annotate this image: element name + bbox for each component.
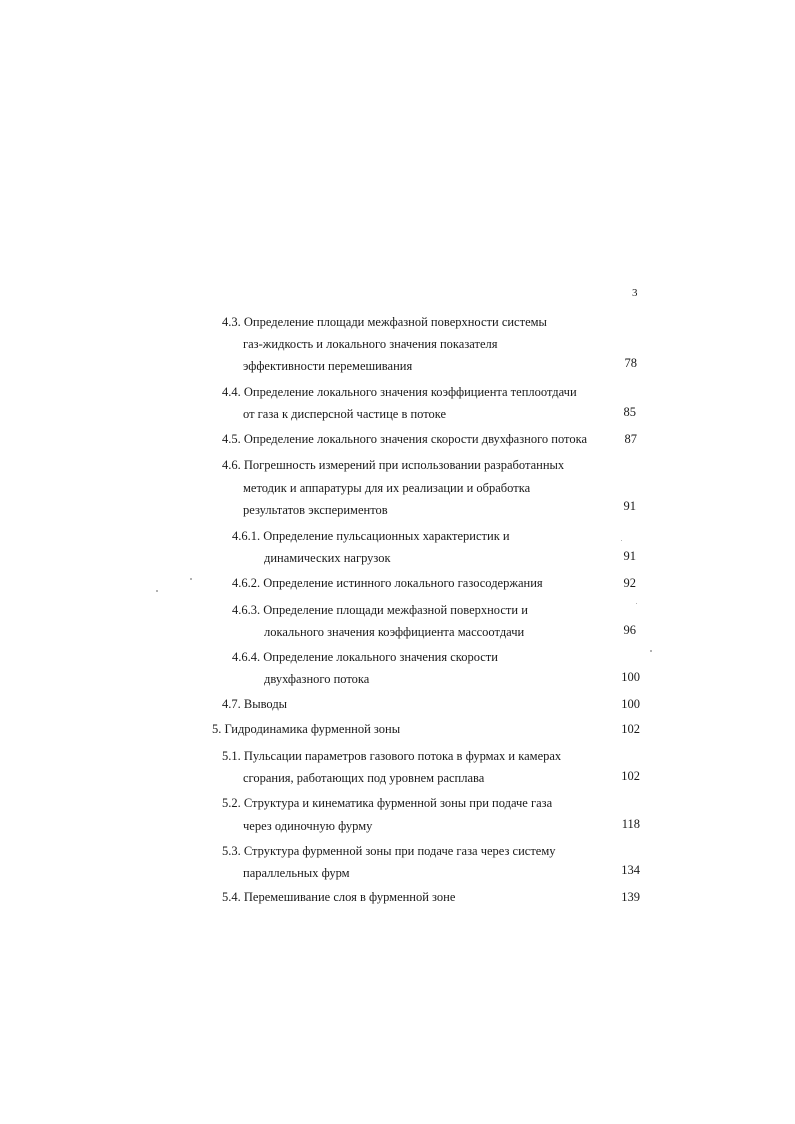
toc-entry-title-line: через одиночную фурму (243, 819, 373, 833)
toc-entry-title-line: 5.4. Перемешивание слоя в фурменной зоне (222, 890, 456, 904)
toc-entry-title-line: сгорания, работающих под уровнем расплава (243, 771, 485, 785)
toc-entry-title-line: локального значения коэффициента массоотдачи (264, 625, 525, 639)
scan-speck (156, 590, 158, 592)
toc-entry-title-line: 5.2. Структура и кинематика фурменной зоны при подаче газа (222, 796, 553, 810)
toc-entry-title-line: газ-жидкость и локального значения показателя (243, 337, 498, 351)
toc-entry-page: 102 (621, 769, 640, 783)
toc-entry-title-line: результатов экспериментов (243, 503, 388, 517)
toc-entry-page: 78 (624, 356, 637, 370)
toc-entry-title-line: 4.6.1. Определение пульсационных характеристик и (232, 529, 510, 543)
scan-speck (621, 540, 622, 541)
toc-entry-title-line: 4.6.4. Определение локального значения скорости (232, 650, 498, 664)
toc-entry-title-line: 4.6.3. Определение площади межфазной поверхности и (232, 603, 528, 617)
scan-speck (190, 578, 192, 580)
toc-entry-page: 92 (623, 576, 636, 590)
toc-entry-title-line: 5.3. Структура фурменной зоны при подаче газа через систему (222, 844, 556, 858)
toc-entry-page: 139 (621, 890, 640, 904)
toc-entry-title-line: методик и аппаратуры для их реализации и обработка (243, 481, 531, 495)
toc-entry-title-line: 4.4. Определение локального значения коэффициента теплоотдачи (222, 385, 577, 399)
toc-entry-page: 100 (621, 697, 640, 711)
toc-entry-title-line: 4.6. Погрешность измерений при использовании разработанных (222, 458, 565, 472)
toc-entry-title-line: 4.5. Определение локального значения скорости двухфазного потока (222, 432, 588, 446)
toc-entry-title-line: 4.7. Выводы (222, 697, 288, 711)
toc-entry-page: 87 (624, 432, 637, 446)
toc-entry-page: 100 (621, 670, 640, 684)
toc-entry-page: 102 (621, 722, 640, 736)
toc-entry-title-line: 5.1. Пульсации параметров газового потока в фурмах и камерах (222, 749, 562, 763)
toc-entry-page: 91 (623, 549, 636, 563)
toc-entry-page: 96 (623, 623, 636, 637)
toc-entry-page: 91 (623, 499, 636, 513)
toc-entry-title-line: 4.6.2. Определение истинного локального газосодержания (232, 576, 543, 590)
toc-entry-title-line: эффективности перемешивания (243, 359, 413, 373)
toc-entry-title-line: динамических нагрузок (264, 551, 391, 565)
scan-speck (650, 650, 652, 652)
toc-entry-page: 85 (623, 405, 636, 419)
toc-entry-page: 134 (621, 863, 640, 877)
toc-entry-title-line: 4.3. Определение площади межфазной поверхности системы (222, 315, 547, 329)
toc-entry-title-line: от газа к дисперсной частице в потоке (243, 407, 447, 421)
page-number: 3 (632, 287, 638, 299)
toc-entry-title-line: параллельных фурм (243, 866, 350, 880)
toc-entry-page: 118 (621, 817, 640, 831)
toc-entry-title-line: двухфазного потока (264, 672, 370, 686)
toc-entry-title-line: 5. Гидродинамика фурменной зоны (212, 722, 401, 736)
scan-speck (636, 603, 637, 604)
